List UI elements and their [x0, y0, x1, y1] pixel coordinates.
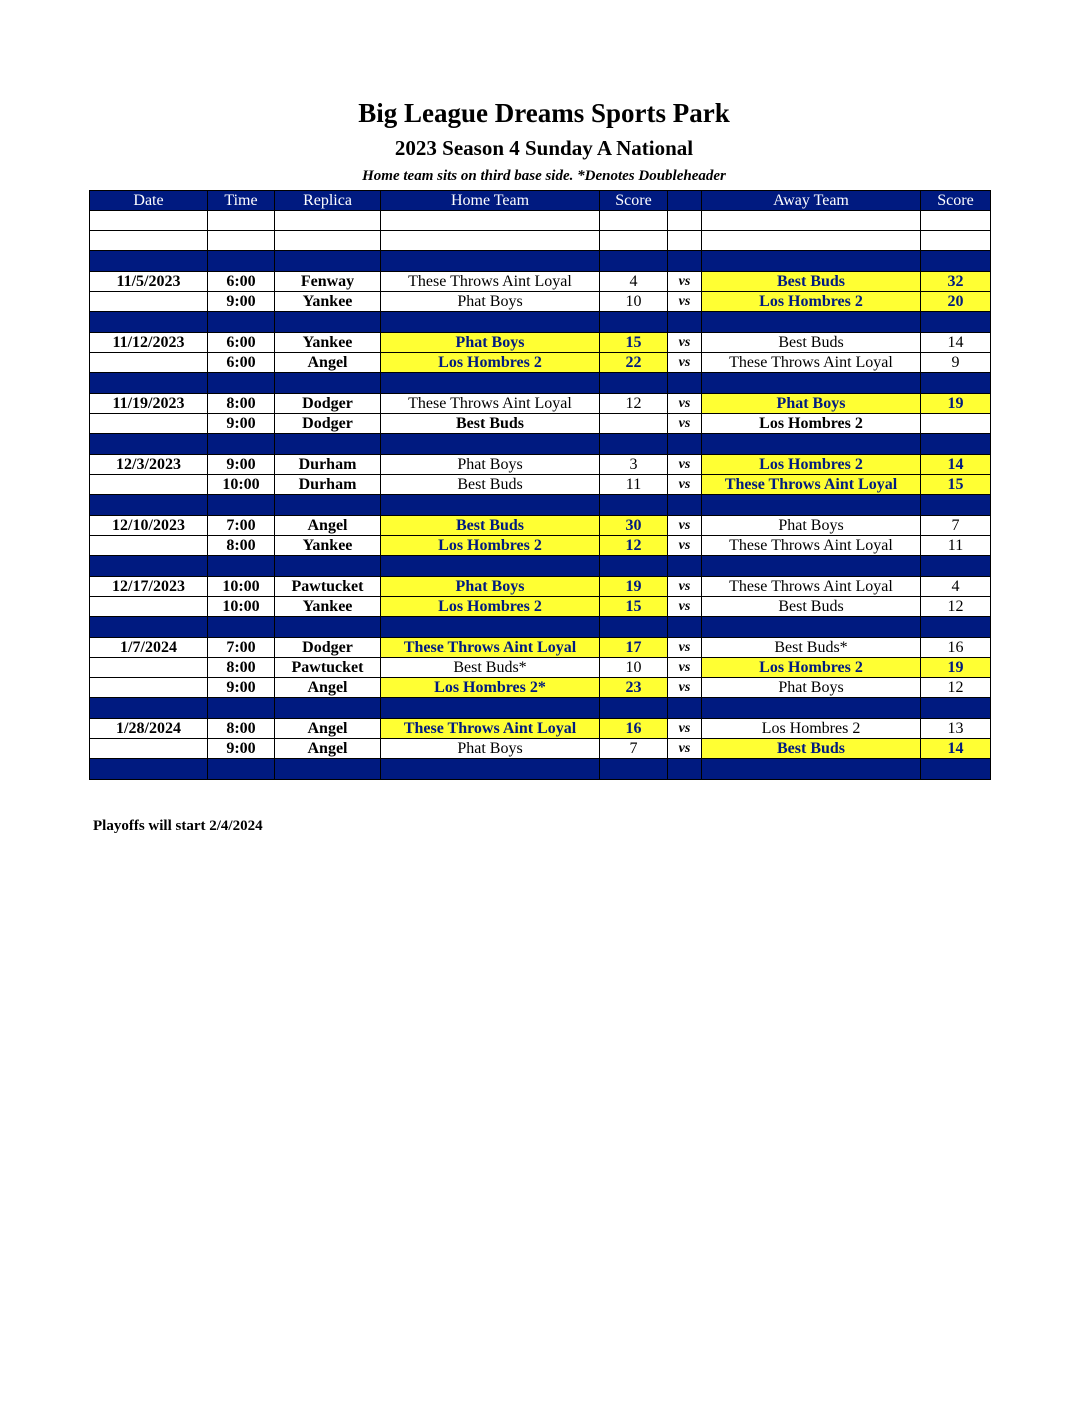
home-team: These Throws Aint Loyal	[381, 719, 600, 739]
game-replica: Angel	[275, 678, 381, 698]
away-team: Phat Boys	[702, 678, 921, 698]
home-score: 3	[600, 455, 668, 475]
blank-cell	[702, 211, 921, 231]
separator-cell	[668, 759, 702, 780]
blank-cell	[921, 211, 991, 231]
game-time: 10:00	[208, 597, 275, 617]
home-team: These Throws Aint Loyal	[381, 272, 600, 292]
home-team: Phat Boys	[381, 455, 600, 475]
away-team: Best Buds	[702, 333, 921, 353]
separator-cell	[275, 434, 381, 455]
away-team: Best Buds	[702, 272, 921, 292]
page-title: Big League Dreams Sports Park	[358, 98, 730, 128]
separator-cell	[90, 617, 208, 638]
blank-cell	[702, 231, 921, 251]
col-header-home-team: Home Team	[381, 191, 600, 211]
away-team: These Throws Aint Loyal	[702, 536, 921, 556]
separator-cell	[275, 373, 381, 394]
game-time: 8:00	[208, 658, 275, 678]
col-header-time: Time	[208, 191, 275, 211]
home-team: These Throws Aint Loyal	[381, 638, 600, 658]
separator-cell	[600, 373, 668, 394]
separator-cell	[921, 556, 991, 577]
game-row	[90, 353, 991, 373]
away-score: 12	[921, 597, 991, 617]
game-time: 8:00	[208, 536, 275, 556]
game-time: 9:00	[208, 455, 275, 475]
separator-cell	[600, 312, 668, 333]
game-time: 8:00	[208, 719, 275, 739]
separator-cell	[208, 434, 275, 455]
blank-cell	[600, 231, 668, 251]
blank-cell	[275, 231, 381, 251]
home-score: 16	[600, 719, 668, 739]
separator-cell	[668, 617, 702, 638]
game-row	[90, 455, 991, 475]
vs-label: vs	[668, 516, 702, 536]
away-team: Best Buds	[702, 739, 921, 759]
game-date	[90, 475, 208, 495]
game-date	[90, 292, 208, 312]
game-replica: Pawtucket	[275, 658, 381, 678]
separator-cell	[702, 759, 921, 780]
game-row	[90, 577, 991, 597]
col-header-away-team: Away Team	[702, 191, 921, 211]
away-score: 13	[921, 719, 991, 739]
game-time: 9:00	[208, 414, 275, 434]
away-score: 12	[921, 678, 991, 698]
separator-cell	[275, 251, 381, 272]
home-team: Los Hombres 2*	[381, 678, 600, 698]
home-score: 12	[600, 394, 668, 414]
game-row	[90, 597, 991, 617]
separator-cell	[381, 434, 600, 455]
game-time: 7:00	[208, 516, 275, 536]
game-date: 12/17/2023	[90, 577, 208, 597]
away-score	[921, 414, 991, 434]
blank-row	[90, 231, 991, 251]
blank-cell	[90, 211, 208, 231]
game-replica: Pawtucket	[275, 577, 381, 597]
col-header-home-score: Score	[600, 191, 668, 211]
home-team: Phat Boys	[381, 292, 600, 312]
separator-row	[90, 617, 991, 638]
home-team: Best Buds	[381, 475, 600, 495]
game-replica: Dodger	[275, 394, 381, 414]
game-date	[90, 353, 208, 373]
game-date	[90, 414, 208, 434]
game-replica: Yankee	[275, 536, 381, 556]
game-time: 7:00	[208, 638, 275, 658]
home-score: 19	[600, 577, 668, 597]
game-row	[90, 516, 991, 536]
game-row	[90, 678, 991, 698]
blank-cell	[90, 231, 208, 251]
game-time: 6:00	[208, 353, 275, 373]
separator-cell	[702, 617, 921, 638]
game-row	[90, 658, 991, 678]
home-team: Phat Boys	[381, 577, 600, 597]
game-replica: Angel	[275, 353, 381, 373]
separator-row	[90, 698, 991, 719]
game-time: 10:00	[208, 475, 275, 495]
separator-cell	[381, 556, 600, 577]
game-date: 11/12/2023	[90, 333, 208, 353]
separator-cell	[208, 617, 275, 638]
game-date: 1/7/2024	[90, 638, 208, 658]
home-score: 15	[600, 597, 668, 617]
home-score: 17	[600, 638, 668, 658]
separator-cell	[921, 312, 991, 333]
home-team: These Throws Aint Loyal	[381, 394, 600, 414]
game-date: 1/28/2024	[90, 719, 208, 739]
home-score: 4	[600, 272, 668, 292]
playoffs-note: Playoffs will start 2/4/2024	[93, 818, 263, 834]
separator-cell	[921, 251, 991, 272]
separator-cell	[381, 617, 600, 638]
game-time: 8:00	[208, 394, 275, 414]
separator-row	[90, 556, 991, 577]
away-team: Los Hombres 2	[702, 414, 921, 434]
separator-cell	[600, 251, 668, 272]
home-score: 22	[600, 353, 668, 373]
vs-label: vs	[668, 272, 702, 292]
game-date: 11/5/2023	[90, 272, 208, 292]
separator-cell	[90, 759, 208, 780]
col-header-vs	[668, 191, 702, 211]
game-date	[90, 597, 208, 617]
home-score: 12	[600, 536, 668, 556]
separator-cell	[208, 251, 275, 272]
vs-label: vs	[668, 414, 702, 434]
game-row	[90, 739, 991, 759]
game-time: 6:00	[208, 272, 275, 292]
blank-cell	[921, 231, 991, 251]
blank-row	[90, 211, 991, 231]
away-team: Phat Boys	[702, 394, 921, 414]
separator-cell	[702, 556, 921, 577]
separator-cell	[600, 556, 668, 577]
game-row	[90, 475, 991, 495]
home-score: 11	[600, 475, 668, 495]
away-team: Los Hombres 2	[702, 455, 921, 475]
away-score: 15	[921, 475, 991, 495]
game-replica: Yankee	[275, 292, 381, 312]
game-time: 9:00	[208, 739, 275, 759]
vs-label: vs	[668, 292, 702, 312]
game-time: 10:00	[208, 577, 275, 597]
schedule-note: Home team sits on third base side. *Denotes Doubleheader	[362, 168, 726, 184]
game-row	[90, 638, 991, 658]
game-date: 12/3/2023	[90, 455, 208, 475]
separator-cell	[702, 495, 921, 516]
away-score: 14	[921, 333, 991, 353]
home-score: 30	[600, 516, 668, 536]
home-score: 15	[600, 333, 668, 353]
away-score: 4	[921, 577, 991, 597]
separator-cell	[275, 312, 381, 333]
game-time: 9:00	[208, 292, 275, 312]
vs-label: vs	[668, 577, 702, 597]
away-team: Phat Boys	[702, 516, 921, 536]
away-team: Los Hombres 2	[702, 292, 921, 312]
vs-label: vs	[668, 536, 702, 556]
separator-cell	[702, 312, 921, 333]
separator-cell	[90, 495, 208, 516]
separator-cell	[702, 373, 921, 394]
home-score: 10	[600, 658, 668, 678]
separator-cell	[702, 251, 921, 272]
separator-cell	[668, 434, 702, 455]
separator-cell	[668, 495, 702, 516]
game-date	[90, 739, 208, 759]
separator-row	[90, 251, 991, 272]
header-row	[90, 191, 991, 211]
vs-label: vs	[668, 455, 702, 475]
blank-cell	[600, 211, 668, 231]
separator-cell	[208, 759, 275, 780]
separator-cell	[600, 698, 668, 719]
separator-cell	[668, 373, 702, 394]
away-score: 19	[921, 658, 991, 678]
home-score: 23	[600, 678, 668, 698]
home-score	[600, 414, 668, 434]
game-replica: Yankee	[275, 333, 381, 353]
separator-cell	[381, 373, 600, 394]
game-replica: Fenway	[275, 272, 381, 292]
col-header-replica: Replica	[275, 191, 381, 211]
separator-cell	[921, 698, 991, 719]
separator-cell	[90, 312, 208, 333]
separator-cell	[90, 373, 208, 394]
away-score: 20	[921, 292, 991, 312]
separator-cell	[921, 434, 991, 455]
game-replica: Dodger	[275, 638, 381, 658]
separator-cell	[668, 556, 702, 577]
away-team: These Throws Aint Loyal	[702, 353, 921, 373]
game-date: 11/19/2023	[90, 394, 208, 414]
vs-label: vs	[668, 658, 702, 678]
game-replica: Durham	[275, 475, 381, 495]
vs-label: vs	[668, 739, 702, 759]
away-team: Best Buds	[702, 597, 921, 617]
blank-cell	[668, 211, 702, 231]
away-score: 14	[921, 739, 991, 759]
game-row	[90, 719, 991, 739]
away-score: 32	[921, 272, 991, 292]
game-row	[90, 333, 991, 353]
col-header-date: Date	[90, 191, 208, 211]
game-replica: Angel	[275, 516, 381, 536]
separator-cell	[90, 434, 208, 455]
game-replica: Yankee	[275, 597, 381, 617]
separator-cell	[668, 698, 702, 719]
blank-cell	[208, 211, 275, 231]
separator-cell	[668, 312, 702, 333]
separator-cell	[208, 495, 275, 516]
away-score: 19	[921, 394, 991, 414]
home-team: Los Hombres 2	[381, 536, 600, 556]
blank-cell	[275, 211, 381, 231]
separator-cell	[381, 251, 600, 272]
game-row	[90, 272, 991, 292]
separator-cell	[90, 251, 208, 272]
separator-cell	[668, 251, 702, 272]
blank-cell	[668, 231, 702, 251]
game-row	[90, 414, 991, 434]
schedule-body	[90, 211, 991, 780]
separator-row	[90, 434, 991, 455]
game-replica: Durham	[275, 455, 381, 475]
game-row	[90, 292, 991, 312]
separator-cell	[208, 373, 275, 394]
separator-cell	[208, 312, 275, 333]
vs-label: vs	[668, 678, 702, 698]
separator-cell	[275, 556, 381, 577]
separator-cell	[275, 495, 381, 516]
game-replica: Angel	[275, 719, 381, 739]
separator-row	[90, 495, 991, 516]
away-team: These Throws Aint Loyal	[702, 577, 921, 597]
game-date: 12/10/2023	[90, 516, 208, 536]
separator-cell	[702, 434, 921, 455]
home-team: Best Buds*	[381, 658, 600, 678]
away-score: 7	[921, 516, 991, 536]
blank-cell	[208, 231, 275, 251]
away-team: Los Hombres 2	[702, 719, 921, 739]
separator-cell	[600, 495, 668, 516]
separator-cell	[600, 759, 668, 780]
separator-cell	[275, 698, 381, 719]
home-team: Best Buds	[381, 414, 600, 434]
vs-label: vs	[668, 719, 702, 739]
separator-cell	[381, 698, 600, 719]
game-time: 9:00	[208, 678, 275, 698]
game-replica: Dodger	[275, 414, 381, 434]
away-score: 16	[921, 638, 991, 658]
vs-label: vs	[668, 333, 702, 353]
separator-cell	[275, 759, 381, 780]
home-score: 7	[600, 739, 668, 759]
home-team: Phat Boys	[381, 739, 600, 759]
vs-label: vs	[668, 394, 702, 414]
separator-cell	[208, 556, 275, 577]
game-date	[90, 536, 208, 556]
separator-cell	[90, 556, 208, 577]
separator-row	[90, 759, 991, 780]
home-score: 10	[600, 292, 668, 312]
blank-cell	[381, 231, 600, 251]
home-team: Los Hombres 2	[381, 597, 600, 617]
separator-cell	[921, 759, 991, 780]
separator-row	[90, 312, 991, 333]
separator-cell	[381, 312, 600, 333]
separator-cell	[600, 617, 668, 638]
game-replica: Angel	[275, 739, 381, 759]
separator-cell	[381, 759, 600, 780]
vs-label: vs	[668, 597, 702, 617]
separator-cell	[275, 617, 381, 638]
home-team: Phat Boys	[381, 333, 600, 353]
page-subtitle: 2023 Season 4 Sunday A National	[394, 136, 694, 160]
separator-cell	[921, 617, 991, 638]
game-date	[90, 678, 208, 698]
game-time: 6:00	[208, 333, 275, 353]
separator-row	[90, 373, 991, 394]
separator-cell	[921, 495, 991, 516]
separator-cell	[702, 698, 921, 719]
vs-label: vs	[668, 475, 702, 495]
separator-cell	[90, 698, 208, 719]
away-team: Best Buds*	[702, 638, 921, 658]
game-row	[90, 394, 991, 414]
home-team: Los Hombres 2	[381, 353, 600, 373]
away-score: 14	[921, 455, 991, 475]
vs-label: vs	[668, 638, 702, 658]
game-row	[90, 536, 991, 556]
col-header-away-score: Score	[921, 191, 991, 211]
away-score: 9	[921, 353, 991, 373]
separator-cell	[208, 698, 275, 719]
blank-cell	[381, 211, 600, 231]
schedule-table	[89, 190, 991, 780]
separator-cell	[600, 434, 668, 455]
away-score: 11	[921, 536, 991, 556]
vs-label: vs	[668, 353, 702, 373]
separator-cell	[381, 495, 600, 516]
away-team: Los Hombres 2	[702, 658, 921, 678]
separator-cell	[921, 373, 991, 394]
away-team: These Throws Aint Loyal	[702, 475, 921, 495]
game-date	[90, 658, 208, 678]
home-team: Best Buds	[381, 516, 600, 536]
